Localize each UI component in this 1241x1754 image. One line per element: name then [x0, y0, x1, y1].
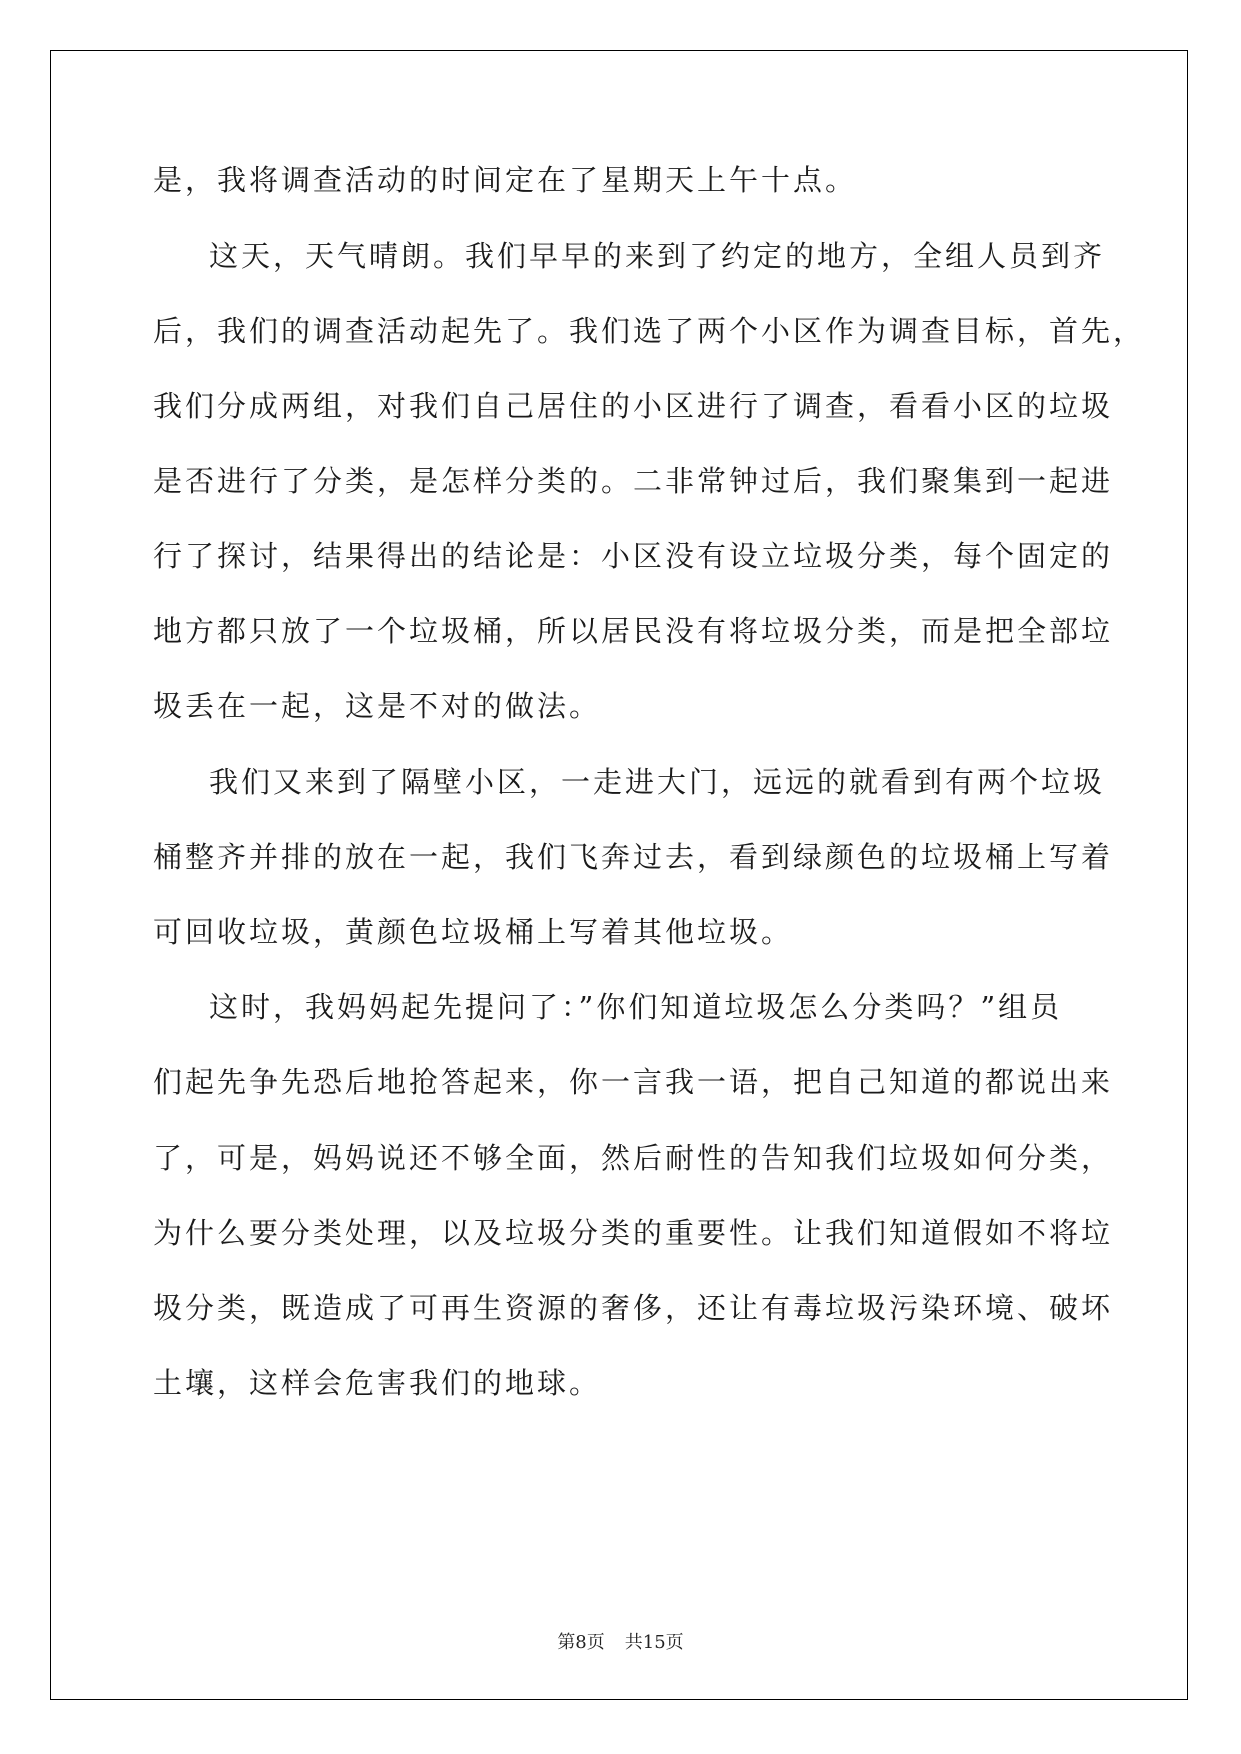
text-line-14: 了，可是，妈妈说还不够全面，然后耐性的告知我们垃圾如何分类，: [153, 1141, 1114, 1175]
text-line-2: 这天，天气晴朗。我们早早的来到了约定的地方，全组人员到齐: [209, 239, 1106, 273]
text-line-15: 为什么要分类处理，以及垃圾分类的重要性。让我们知道假如不将垃: [153, 1216, 1114, 1250]
text-line-11: 可回收垃圾，黄颜色垃圾桶上写着其他垃圾。: [153, 915, 794, 949]
text-line-10: 桶整齐并排的放在一起，我们飞奔过去，看到绿颜色的垃圾桶上写着: [153, 840, 1114, 874]
page-footer: [0, 1628, 1241, 1654]
text-line-1: 是，我将调查活动的时间定在了星期天上午十点。: [153, 163, 858, 197]
text-line-13: 们起先争先恐后地抢答起来，你一言我一语，把自己知道的都说出来: [153, 1065, 1114, 1099]
text-line-9: 我们又来到了隔壁小区，一走进大门，远远的就看到有两个垃圾: [209, 765, 1106, 799]
text-line-12: 这时，我妈妈起先提问了：”你们知道垃圾怎么分类吗？”组员: [209, 990, 1063, 1024]
text-line-16: 圾分类，既造成了可再生资源的奢侈，还让有毒垃圾污染环境、破坏: [153, 1291, 1114, 1325]
page-number: 第8页: [557, 1632, 605, 1653]
text-line-17: 土壤，这样会危害我们的地球。: [153, 1366, 602, 1400]
text-line-7: 地方都只放了一个垃圾桶，所以居民没有将垃圾分类，而是把全部垃: [153, 614, 1114, 648]
text-line-4: 我们分成两组，对我们自己居住的小区进行了调查，看看小区的垃圾: [153, 389, 1114, 423]
page-total: 共15页: [624, 1632, 684, 1653]
text-line-6: 行了探讨，结果得出的结论是：小区没有设立垃圾分类，每个固定的: [153, 539, 1114, 573]
text-line-8: 圾丢在一起，这是不对的做法。: [153, 689, 602, 723]
text-line-5: 是否进行了分类，是怎样分类的。二非常钟过后，我们聚集到一起进: [153, 464, 1114, 498]
text-line-3: 后，我们的调查活动起先了。我们选了两个小区作为调查目标，首先，: [153, 314, 1146, 348]
